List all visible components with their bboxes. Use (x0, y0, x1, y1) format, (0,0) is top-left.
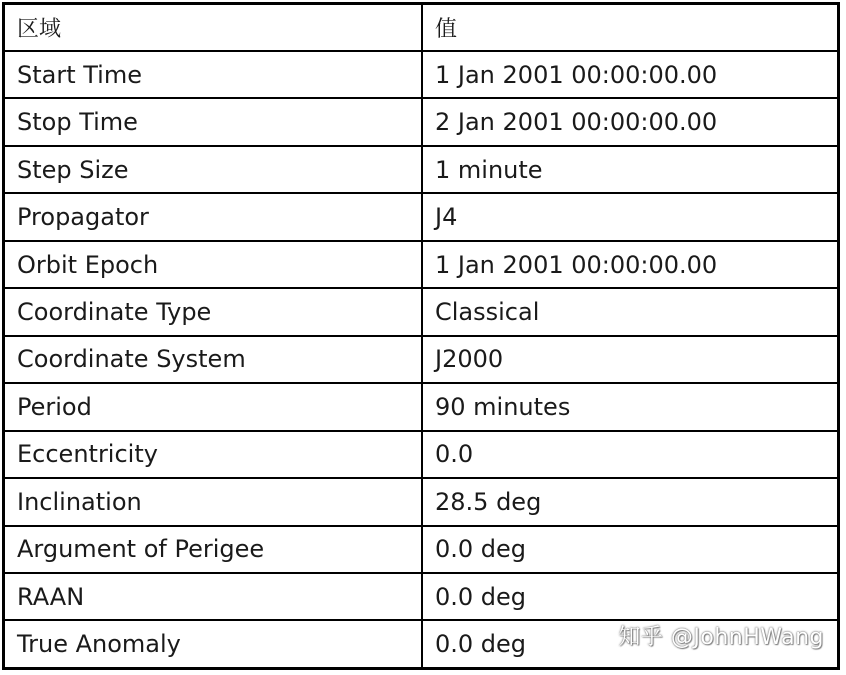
row-value: 1 minute (422, 146, 837, 193)
row-value: 0.0 deg (422, 526, 837, 573)
row-label: True Anomaly (5, 620, 422, 667)
row-value: Classical (422, 288, 837, 335)
row-value: 0.0 (422, 431, 837, 478)
table-row (5, 51, 837, 98)
table-row (5, 193, 837, 240)
parameter-table (5, 5, 837, 667)
table-row (5, 288, 837, 335)
table-row (5, 146, 837, 193)
row-value: 1 Jan 2001 00:00:00.00 (422, 51, 837, 98)
table-row (5, 431, 837, 478)
row-value: 90 minutes (422, 383, 837, 430)
row-label: RAAN (5, 573, 422, 620)
row-label: Eccentricity (5, 431, 422, 478)
table-row (5, 241, 837, 288)
row-value: 1 Jan 2001 00:00:00.00 (422, 241, 837, 288)
table-row (5, 526, 837, 573)
row-label: Coordinate Type (5, 288, 422, 335)
row-label: Step Size (5, 146, 422, 193)
table-row (5, 573, 837, 620)
watermark: 知乎 @JohnHWang (618, 625, 824, 650)
row-label: Propagator (5, 193, 422, 240)
table-row (5, 98, 837, 145)
table-row (5, 478, 837, 525)
row-value: J2000 (422, 336, 837, 383)
table-header-row (5, 5, 837, 51)
row-value: 2 Jan 2001 00:00:00.00 (422, 98, 837, 145)
row-value: 0.0 deg (422, 573, 837, 620)
row-label: Argument of Perigee (5, 526, 422, 573)
header-value: 值 (422, 5, 837, 51)
row-value: 28.5 deg (422, 478, 837, 525)
row-label: Inclination (5, 478, 422, 525)
row-label: Coordinate System (5, 336, 422, 383)
row-label: Orbit Epoch (5, 241, 422, 288)
header-region: 区域 (5, 5, 422, 51)
row-label: Stop Time (5, 98, 422, 145)
row-label: Period (5, 383, 422, 430)
row-label: Start Time (5, 51, 422, 98)
row-value: J4 (422, 193, 837, 240)
table-row (5, 336, 837, 383)
row-value: 0.0 deg (422, 620, 837, 667)
table-row (5, 620, 837, 667)
parameter-table-frame (2, 2, 840, 670)
table-row (5, 383, 837, 430)
